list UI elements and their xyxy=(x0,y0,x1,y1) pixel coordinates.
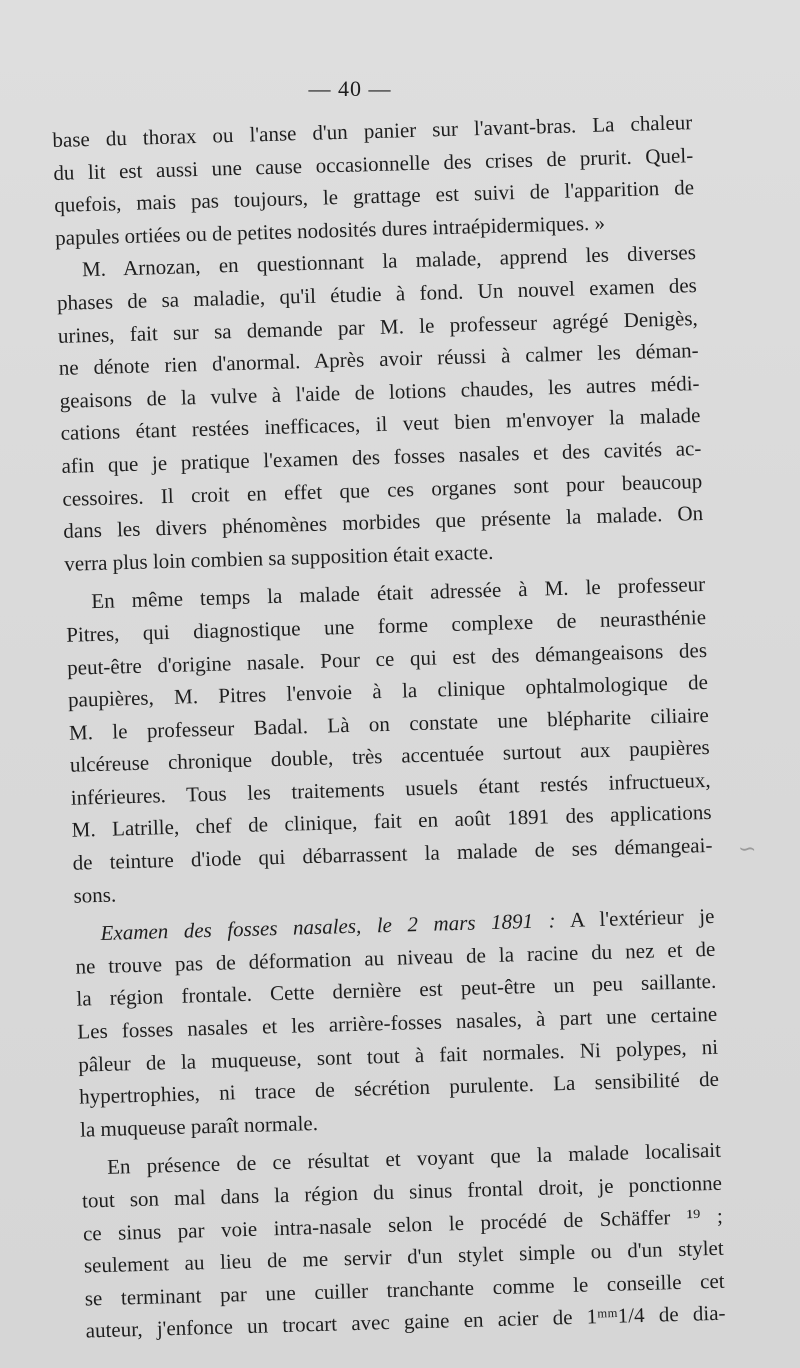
text-line: verra plus loin combien sa supposition était exacte. xyxy=(63,539,494,576)
text-line: Pitres, qui diagnostique une forme complexe de neurasthénie xyxy=(65,604,707,647)
text-line: geaisons de la vulve à l'aide de lotions chaudes, les autres médi- xyxy=(59,370,700,413)
text-line: phases de sa maladie, qu'il étudie à fond. Un nouvel examen des xyxy=(56,273,698,315)
text-line: tout son mal dans la région du sinus frontal droit, je ponctionne xyxy=(81,1170,723,1213)
text-line: sons. xyxy=(73,882,117,908)
paragraph xyxy=(56,236,705,580)
body-text xyxy=(52,106,726,1347)
paragraph xyxy=(52,106,695,254)
text-line: papules ortiées ou de petites nodosités dures intraépidermiques. » xyxy=(54,210,606,250)
text-line: ce sinus par voie intra-nasale selon le procédé de Schäffer ¹⁹ ; xyxy=(82,1203,724,1246)
text-line: cations étant restées inefficaces, il veut bien m'envoyer la malade xyxy=(60,403,701,446)
paragraph xyxy=(74,900,720,1146)
text-line: la muqueuse paraît normale. xyxy=(79,1110,319,1142)
text-line: ne dénote rien d'anormal. Après avoir réussi à calmer les déman- xyxy=(58,338,699,381)
paragraph xyxy=(81,1134,726,1347)
text-line: quefois, mais pas toujours, le grattage est suivi de l'apparition de xyxy=(53,175,695,218)
text-line: la région frontale. Cette dernière est peut-être un peu saillante. xyxy=(76,969,717,1012)
text-line: M. Latrille, chef de clinique, fait en août 1891 des applications xyxy=(71,800,712,843)
text-line: afin que je pratique l'examen des fosses nasales et des cavités ac- xyxy=(61,435,702,478)
text-line: M. Arnozan, en questionnant la malade, apprend les diverses xyxy=(81,240,697,282)
text-line: Les fosses nasales et les arrière-fosses nasales, à part une certaine xyxy=(77,1001,718,1044)
text-line: de teinture d'iode qui débarrassent la malade de ses démangeai- xyxy=(72,832,713,875)
text-line: urines, fait sur sa demande par M. le professeur agrégé Denigès, xyxy=(57,305,698,348)
text-line: se terminant par une cuiller tranchante comme le conseille cet xyxy=(84,1268,725,1311)
text-line: inférieures. Tous les traitements usuels étant restés infructueux, xyxy=(70,767,711,810)
page-number: — 40 — xyxy=(308,76,392,101)
text-line: seulement au lieu de me servir d'un stylet simple ou d'un stylet xyxy=(83,1235,724,1278)
text-line: dans les divers phénomènes morbides que présente la malade. On xyxy=(63,501,704,543)
text-line: base du thorax ou l'anse d'un panier sur l'avant-bras. La chaleur xyxy=(52,110,693,152)
text-line: pâleur de la muqueuse, sont tout à fait normales. Ni polypes, ni xyxy=(77,1034,719,1077)
text-line: M. le professeur Badal. Là on constate une blépharite ciliaire xyxy=(68,702,710,745)
text-line: ne trouve pas de déformation au niveau de la racine du nez et de xyxy=(75,936,716,979)
text-line: hypertrophies, ni trace de sécrétion purulente. La sensibilité de xyxy=(78,1066,720,1109)
text-line: du lit est aussi une cause occasionnelle des crises de prurit. Quel- xyxy=(53,142,694,185)
section-heading: Examen des fosses nasales, le 2 mars 1891 : xyxy=(100,908,556,946)
margin-scribble-icon: ∽ xyxy=(738,836,757,861)
paragraph xyxy=(65,568,714,912)
text-line: auteur, j'enfonce un trocart avec gaine en acier de 1ᵐᵐ1/4 de dia- xyxy=(85,1301,726,1343)
heading-continuation: A l'extérieur je xyxy=(569,904,715,933)
text-line: En même temps la malade était adressée à M. le professeur xyxy=(91,572,706,614)
text-line: paupières, M. Pitres l'envoie à la clinique ophtalmologique de xyxy=(67,670,709,712)
text-line: ulcéreuse chronique double, très accentuée surtout aux paupières xyxy=(69,735,710,778)
text-line: cessoires. Il croit en effet que ces organes sont pour beaucoup xyxy=(62,468,703,511)
text-line: peut-être d'origine nasale. Pour ce qui est des démangeaisons des xyxy=(66,637,708,680)
text-line: En présence de ce résultat et voyant que la malade localisait xyxy=(106,1138,722,1180)
